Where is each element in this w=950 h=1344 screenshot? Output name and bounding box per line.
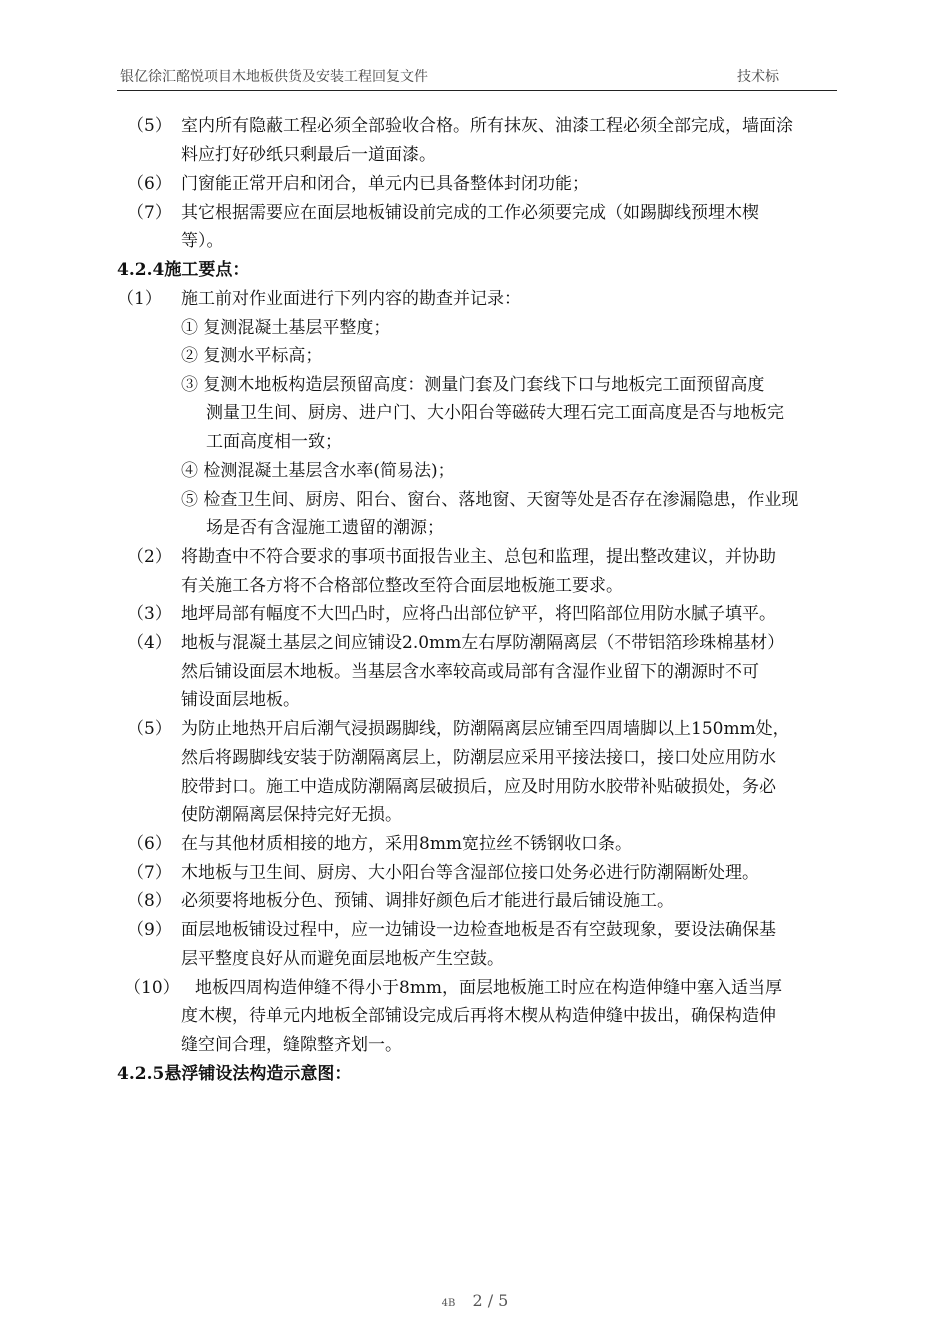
item-number: （1） bbox=[117, 289, 162, 309]
text-line: 工面高度相一致； bbox=[206, 432, 342, 452]
section-heading: 4.2.4施工要点： bbox=[117, 260, 250, 280]
text-line: 室内所有隐蔽工程必须全部验收合格。所有抹灰、油漆工程必须全部完成，墙面涂 bbox=[181, 116, 793, 136]
text-line: 缝空间合理，缝隙整齐划一。 bbox=[181, 1035, 402, 1055]
section-heading: 4.2.5悬浮铺设法构造示意图： bbox=[117, 1064, 352, 1084]
text-line: 在与其他材质相接的地方，采用8mm宽拉丝不锈钢收口条。 bbox=[181, 834, 633, 854]
page-number: 2 / 5 bbox=[472, 1291, 509, 1310]
item-number: （6） bbox=[127, 834, 172, 854]
footer-mark: 4B bbox=[441, 1298, 456, 1309]
sub-item: ④ 检测混凝土基层含水率(简易法)； bbox=[181, 461, 455, 481]
document-category: 技术标 bbox=[737, 69, 779, 85]
text-line: 场是否有含湿施工遗留的潮源； bbox=[206, 518, 444, 538]
text-line: 地板与混凝土基层之间应铺设2.0mm左右厚防潮隔离层（不带铝箔珍珠棉基材） bbox=[181, 633, 785, 653]
sub-item: ③ 复测木地板构造层预留高度：测量门套及门套线下口与地板完工面预留高度 bbox=[181, 375, 765, 395]
sub-item: ② 复测水平标高； bbox=[181, 346, 323, 366]
text-line: 测量卫生间、厨房、进户门、大小阳台等磁砖大理石完工面高度是否与地板完 bbox=[206, 403, 784, 423]
text-line: 木地板与卫生间、厨房、大小阳台等含湿部位接口处务必进行防潮隔断处理。 bbox=[181, 863, 759, 883]
text-line: 地坪局部有幅度不大凹凸时，应将凸出部位铲平，将凹陷部位用防水腻子填平。 bbox=[181, 604, 776, 624]
item-number: （3） bbox=[127, 604, 172, 624]
text-line: 有关施工各方将不合格部位整改至符合面层地板施工要求。 bbox=[181, 576, 623, 596]
item-number: （7） bbox=[127, 203, 172, 223]
sub-item: ① 复测混凝土基层平整度； bbox=[181, 318, 391, 338]
text-line: 将勘查中不符合要求的事项书面报告业主、总包和监理，提出整改建议，并协助 bbox=[181, 547, 776, 567]
text-line: 层平整度良好从而避免面层地板产生空鼓。 bbox=[181, 949, 504, 969]
page-footer bbox=[0, 1291, 950, 1310]
item-number: （2） bbox=[127, 547, 172, 567]
text-line: 为防止地热开启后潮气浸损踢脚线，防潮隔离层应铺至四周墙脚以上150mm处， bbox=[181, 719, 790, 739]
text-line: 然后将踢脚线安装于防潮隔离层上，防潮层应采用平接法接口，接口处应用防水 bbox=[181, 748, 776, 768]
text-line: 必须要将地板分色、预铺、调排好颜色后才能进行最后铺设施工。 bbox=[181, 891, 674, 911]
item-number: （5） bbox=[127, 719, 172, 739]
sub-item: ⑤ 检查卫生间、厨房、阳台、窗台、落地窗、天窗等处是否存在渗漏隐患，作业现 bbox=[181, 490, 799, 510]
item-number: （10） bbox=[124, 978, 180, 998]
text-line: 等）。 bbox=[181, 231, 224, 251]
item-number: （6） bbox=[127, 174, 172, 194]
item-number: （7） bbox=[127, 863, 172, 883]
text-line: 然后铺设面层木地板。当基层含水率较高或局部有含湿作业留下的潮源时不可 bbox=[181, 662, 759, 682]
text-line: 面层地板铺设过程中，应一边铺设一边检查地板是否有空鼓现象，要设法确保基 bbox=[181, 920, 776, 940]
text-line: 地板四周构造伸缝不得小于8mm，面层地板施工时应在构造伸缝中塞入适当厚 bbox=[195, 978, 783, 998]
text-line: 料应打好砂纸只剩最后一道面漆。 bbox=[181, 145, 436, 165]
text-line: 施工前对作业面进行下列内容的勘查并记录： bbox=[181, 289, 521, 309]
text-line: 门窗能正常开启和闭合，单元内已具备整体封闭功能； bbox=[181, 174, 589, 194]
item-number: （5） bbox=[127, 116, 172, 136]
page-header bbox=[117, 64, 837, 91]
text-line: 铺设面层地板。 bbox=[181, 690, 300, 710]
text-line: 胶带封口。施工中造成防潮隔离层破损后，应及时用防水胶带补贴破损处，务必 bbox=[181, 777, 776, 797]
text-line: 其它根据需要应在面层地板铺设前完成的工作必须要完成（如踢脚线预埋木楔 bbox=[181, 203, 759, 223]
item-number: （4） bbox=[127, 633, 172, 653]
document-title: 银亿徐汇酩悦项目木地板供货及安装工程回复文件 bbox=[120, 69, 428, 85]
item-number: （8） bbox=[127, 891, 172, 911]
item-number: （9） bbox=[127, 920, 172, 940]
text-line: 使防潮隔离层保持完好无损。 bbox=[181, 805, 402, 825]
text-line: 度木楔，待单元内地板全部铺设完成后再将木楔从构造伸缝中拔出，确保构造伸 bbox=[181, 1006, 776, 1026]
